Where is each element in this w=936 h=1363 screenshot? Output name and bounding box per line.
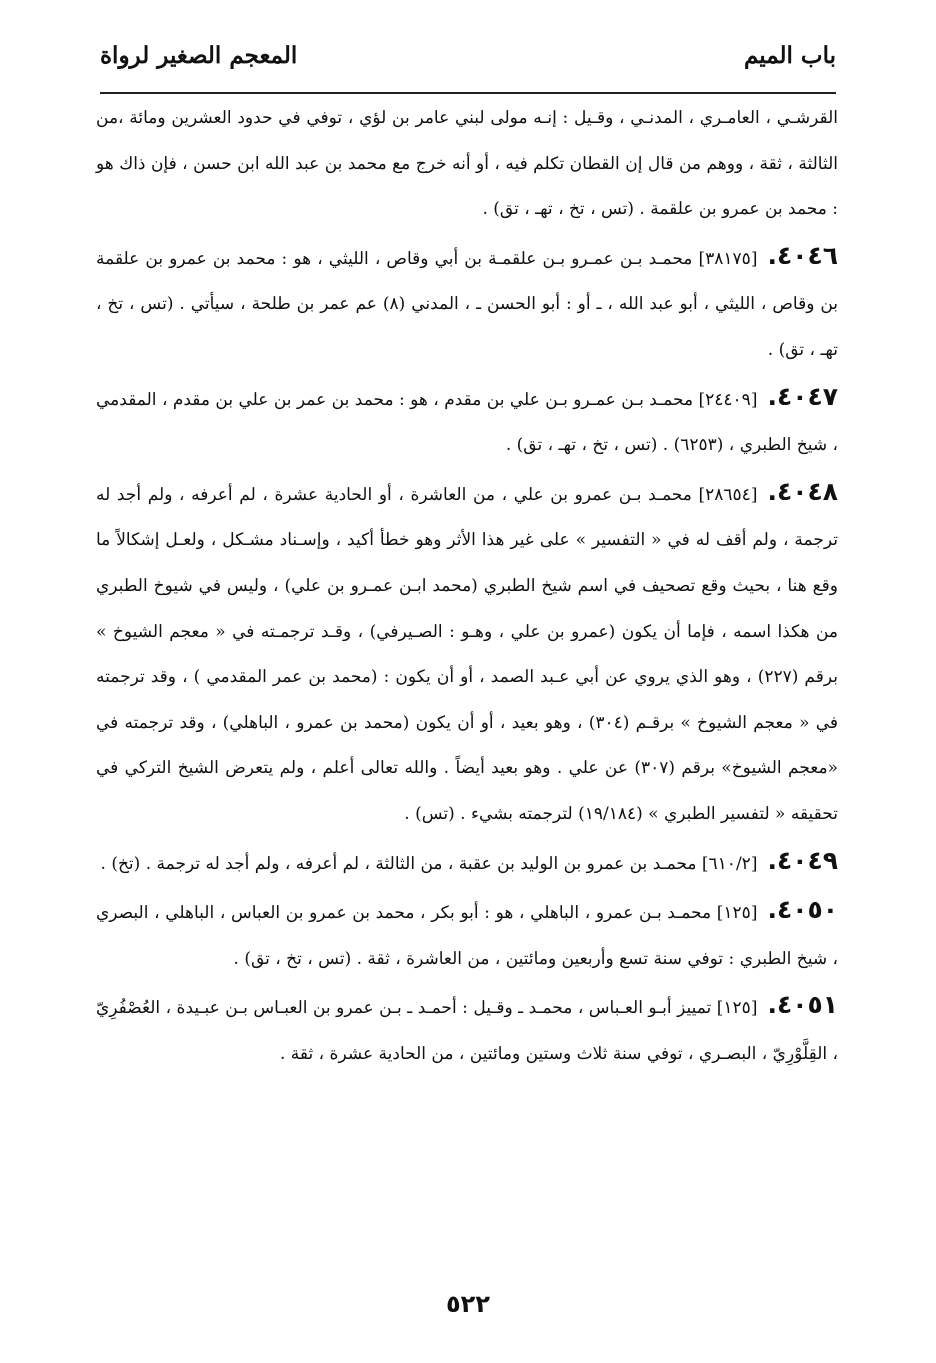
- entry-text: [٦١٠/٢] محمـد بن عمرو بن الوليد بن عقبة ، من الثالثة ، لم أعرفه ، ولم أجد له ترجمة . (تخ) .: [100, 853, 758, 874]
- book-title: المعجم الصغير لرواة: [100, 42, 298, 69]
- entry-number: ٤٠٥٠.: [767, 895, 838, 925]
- entry-text: [٣٨١٧٥] محمـد بـن عمـرو بـن علقمـة بن أبي وقاص ، الليثي ، هو : محمد بن عمرو بن علقمة بن وقاص ، الليثي ، أبو عبد الله ، ـ أو : أبو الحسن ـ ، المدني (٨) عم عمر بن طلحة ، سيأتي . (تس ، تخ ، تهـ ، تق) .: [96, 248, 838, 360]
- entry-4046: [96, 233, 838, 374]
- entry-4051: [96, 982, 838, 1077]
- intro-paragraph: القرشـي ، العامـري ، المدنـي ، وقـيل : إنـه مولى لبني عامر بن لؤي ، توفي في حدود العشرين ومائة ،من الثالثة ، ثقة ، ووهم من قال إن القطان تكلم فيه ، أو أنه خرج مع محمد بن عبد الله ابن حسن ، فإن ذاك هو : محمد بن عمرو بن علقمة . (تس ، تخ ، تهـ ، تق) .: [96, 108, 838, 220]
- entry-number: ٤٠٤٨.: [767, 476, 838, 506]
- entry-number: ٤٠٤٩.: [767, 845, 838, 875]
- entry-text: [١٢٥] تمييز أبـو العـباس ، محمـد ـ وقـيل : أحمـد ـ بـن عمرو بن العبـاس بـن عبـيدة ، العُصْفُرِيّ ، القِلَّوْرِيّ ، البصـري ، توفي سنة ثلاث وستين ومائتين ، من الحادية عشرة ، ثقة .: [96, 998, 838, 1064]
- entry-4048: [96, 469, 838, 838]
- entry-number: ٤٠٤٧.: [767, 381, 838, 411]
- page-number: ٥٢٢: [446, 1290, 490, 1318]
- page-body: [96, 96, 838, 1077]
- chapter-title: باب الميم: [743, 42, 836, 69]
- entry-text: [١٢٥] محمـد بـن عمرو ، الباهلي ، هو : أبو بكر ، محمد بن عمرو بن العباس ، الباهلي ، البصري ، شيخ الطبري : توفي سنة تسع وأربعين ومائتين ، من العاشرة ، ثقة . (تس ، تخ ، تق) .: [96, 903, 838, 969]
- entry-number: ٤٠٥١.: [767, 990, 838, 1020]
- entry-4047: [96, 374, 838, 469]
- entry-4050: [96, 887, 838, 982]
- entry-text: [٢٤٤٠٩] محمـد بـن عمـرو بـن علي بن مقدم ، هو : محمد بن عمر بن علي بن مقدم ، المقدمي ، شيخ الطبري ، (٦٢٥٣) . (تس ، تخ ، تهـ ، تق) .: [96, 389, 838, 456]
- entry-text: [٢٨٦٥٤] محمـد بـن عمرو بن علي ، من العاشرة ، أو الحادية عشرة ، لم أعرفه ، ولم أجد له ترجمة ، ولم أقف له في « التفسير » على غير هذا الأثر وهو خطأ أكيد ، وإسـناد مشـكل ، ولعـل إشكالاً ما وقع هنا ، بحيث وقع تصحيف في اسم شيخ الطبري (محمد ابـن عمـرو بن علي) ، وليس في شيوخ الطبري من هكذا اسمه ، فإما أن يكون (عمرو بن علي ، وهـو : الصـيرفي) ، وقـد ترجمـته في « معجم الشيوخ » برقم (٢٢٧) ، وهو الذي يروي عن أبي عـبد الصمد ، أو أن يكون : (محمد بن عمر المقدمي ) ، وقد ترجمته في « معجم الشيوخ » برقـم (٣٠٤) ، وهو بعيد ، أو أن يكون (محمد بن عمرو ، الباهلي) ، وقد ترجمته في «معجم الشيوخ» برقم (٣٠٧) عن علي . وهو بعيد أيضاً . والله تعالى أعلم ، ولم يتعرض الشيخ التركي في تحقيقه « لتفسير الطبري » (١٩/١٨٤) لترجمته بشيء . (تس) .: [96, 484, 839, 824]
- running-header: [100, 42, 836, 94]
- entry-4049: [96, 838, 838, 888]
- entry-number: ٤٠٤٦.: [767, 240, 838, 270]
